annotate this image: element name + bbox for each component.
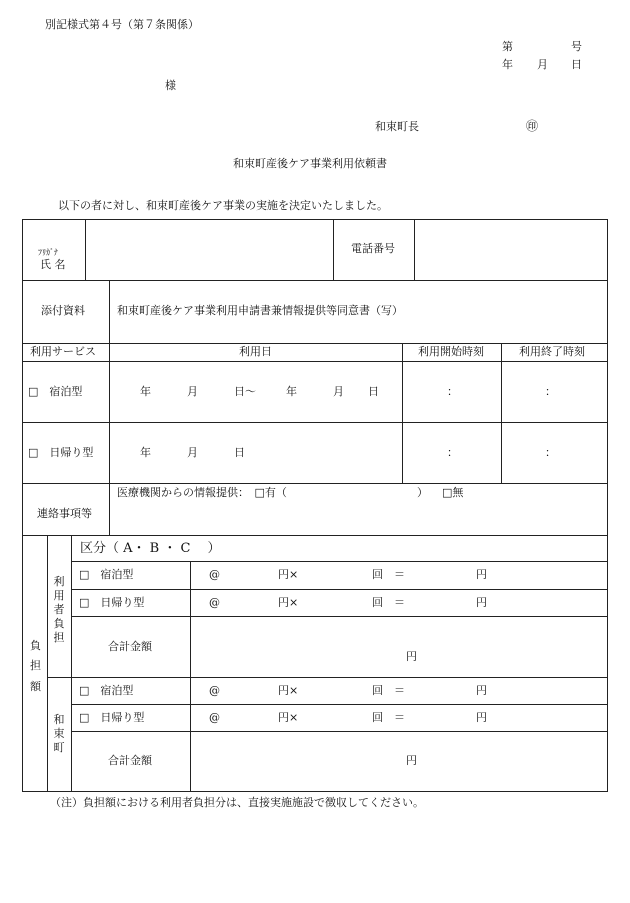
yen: 円 [476,596,487,609]
col-date: 利用日 [239,345,272,358]
yen-times: 円× [278,684,299,697]
date-month-end: 月 [333,385,344,398]
seal-mark: ㊞ [526,119,539,133]
intro-text: 以下の者に対し、和束町産後ケア事業の実施を決定いたしました。 [58,199,388,212]
contact-label: 連絡事項等 [37,507,92,520]
service-stay-checkbox[interactable]: □ 宿泊型 [28,385,83,398]
col-service: 利用サービス [30,345,96,358]
date-year: 年 [502,58,513,71]
divider [47,535,48,792]
user-burden-label: 利用者負担 [53,575,65,644]
divider [22,535,608,536]
date-day: 日 [571,58,582,71]
category-selector[interactable]: 区分（ A・ B ・ C ） [80,541,221,556]
divider [47,677,608,678]
divider [71,704,608,705]
date-day-range: 日～ [234,385,256,398]
date-month: 月 [537,58,548,71]
yen-times: 円× [278,596,299,609]
divider [71,589,608,590]
start-time-colon: ： [447,385,458,398]
times-equals: 回 ＝ [372,684,405,697]
document-title: 和束町産後ケア事業利用依頼書 [233,157,387,170]
info-provision-close: ） [417,486,428,499]
recipient-honorific: 様 [165,79,176,92]
attachment-value: 和束町産後ケア事業利用申請書兼情報提供等同意書（写） [117,304,403,317]
user-stay-checkbox[interactable]: □ 宿泊型 [79,568,134,581]
col-end-time: 利用終了時刻 [519,345,585,358]
town-day-checkbox[interactable]: □ 日帰り型 [79,711,145,724]
date-day: 日 [234,446,245,459]
info-provision-no[interactable]: □無 [442,486,464,499]
times-equals: 回 ＝ [372,596,405,609]
start-time-colon: ： [447,446,458,459]
divider [71,561,608,562]
town-total-yen: 円 [406,754,417,767]
doc-number-prefix: 第 [502,40,513,53]
doc-number-suffix: 号 [571,40,582,53]
phone-label: 電話番号 [351,242,395,255]
form-number: 別記様式第４号（第７条関係） [45,18,199,31]
end-time-colon: ： [545,446,556,459]
divider [71,616,608,617]
attachment-label: 添付資料 [41,304,85,317]
yen-times: 円× [278,568,299,581]
user-total-yen: 円 [406,650,417,663]
unit-price-at: @ [209,568,220,581]
date-year: 年 [140,385,151,398]
date-day-end: 日 [368,385,379,398]
divider [190,561,191,792]
yen-times: 円× [278,711,299,724]
burden-label-1: 負 [30,639,41,652]
col-start-time: 利用開始時刻 [418,345,484,358]
date-year-end: 年 [286,385,297,398]
yen: 円 [476,711,487,724]
divider [501,343,502,483]
divider [71,731,608,732]
footnote: （注）負担額における利用者負担分は、直接実施施設で徴収してください。 [50,796,424,809]
furigana-label: ﾌﾘｶﾞﾅ [38,248,58,257]
divider [85,219,86,280]
divider [109,280,110,535]
name-label: 氏 名 [40,258,66,271]
date-month: 月 [187,446,198,459]
burden-label-2: 担 [30,659,41,672]
unit-price-at: @ [209,684,220,697]
divider [414,219,415,280]
times-equals: 回 ＝ [372,568,405,581]
divider [402,343,403,483]
date-year: 年 [140,446,151,459]
town-stay-checkbox[interactable]: □ 宿泊型 [79,684,134,697]
yen: 円 [476,684,487,697]
town-burden-label: 和束町 [53,713,65,754]
date-month: 月 [187,385,198,398]
unit-price-at: @ [209,711,220,724]
issuer: 和束町長 [375,120,419,133]
user-total-label: 合計金額 [108,640,152,653]
town-total-label: 合計金額 [108,754,152,767]
end-time-colon: ： [545,385,556,398]
info-provision-yes[interactable]: 医療機関からの情報提供： □有（ [117,486,287,499]
service-day-checkbox[interactable]: □ 日帰り型 [28,446,94,459]
times-equals: 回 ＝ [372,711,405,724]
yen: 円 [476,568,487,581]
burden-label-3: 額 [30,680,41,693]
user-day-checkbox[interactable]: □ 日帰り型 [79,596,145,609]
divider [71,535,72,792]
unit-price-at: @ [209,596,220,609]
divider [333,219,334,280]
